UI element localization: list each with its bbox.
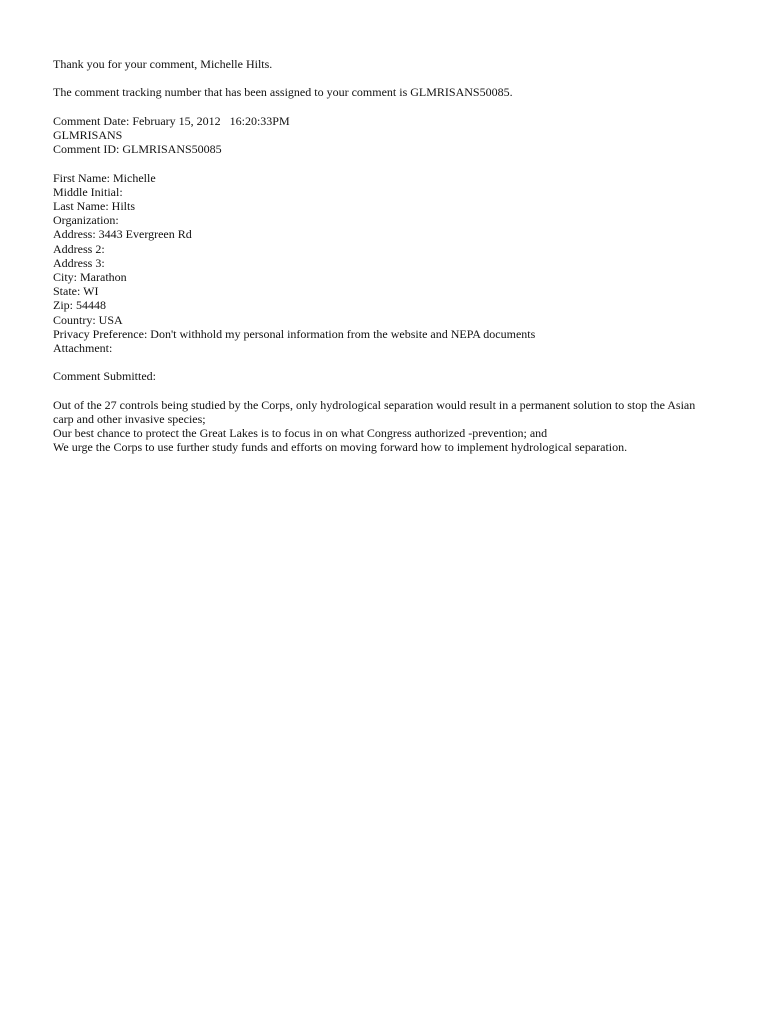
comment-id: Comment ID: GLMRISANS50085 <box>53 142 222 157</box>
spacer <box>53 384 713 398</box>
field-organization: Organization: <box>53 213 119 228</box>
spacer <box>53 100 713 114</box>
field-address-3: Address 3: <box>53 255 105 270</box>
comment-document <box>53 57 713 455</box>
comment-body-paragraph: We urge the Corps to use further study funds and efforts on moving forward how to implement hydrological separation. <box>53 440 628 455</box>
field-middle-initial: Middle Initial: <box>53 184 123 199</box>
field-city: City: Marathon <box>53 270 127 284</box>
comment-date: Comment Date: February 15, 2012 16:20:33PM <box>53 113 290 128</box>
field-country: Country: USA <box>53 312 123 327</box>
field-last-name: Last Name: Hilts <box>53 198 135 213</box>
field-address: Address: 3443 Evergreen Rd <box>53 227 192 242</box>
spacer <box>53 355 713 369</box>
field-first-name: First Name: Michelle <box>53 170 156 185</box>
spacer <box>53 156 713 170</box>
field-address-2: Address 2: <box>53 241 105 256</box>
field-zip: Zip: 54448 <box>53 298 106 313</box>
comment-body-paragraph: Out of the 27 controls being studied by the Corps, only hydrological separation would result in a permanent solution to stop the Asian carp and other invasive species; <box>53 397 699 426</box>
spacer <box>53 71 713 85</box>
project-code: GLMRISANS <box>53 127 123 142</box>
greeting-text: Thank you for your comment, Michelle Hilts. <box>53 57 273 71</box>
comment-body-paragraph: Our best chance to protect the Great Lakes is to focus in on what Congress authorized -prevention; and <box>53 426 548 441</box>
tracking-number-text: The comment tracking number that has been assigned to your comment is GLMRISANS50085. <box>53 85 513 100</box>
comment-submitted-label: Comment Submitted: <box>53 369 157 384</box>
field-privacy-preference: Privacy Preference: Don't withhold my personal information from the website and NEPA documents <box>53 326 536 341</box>
field-attachment: Attachment: <box>53 341 113 356</box>
field-state: State: WI <box>53 284 99 299</box>
